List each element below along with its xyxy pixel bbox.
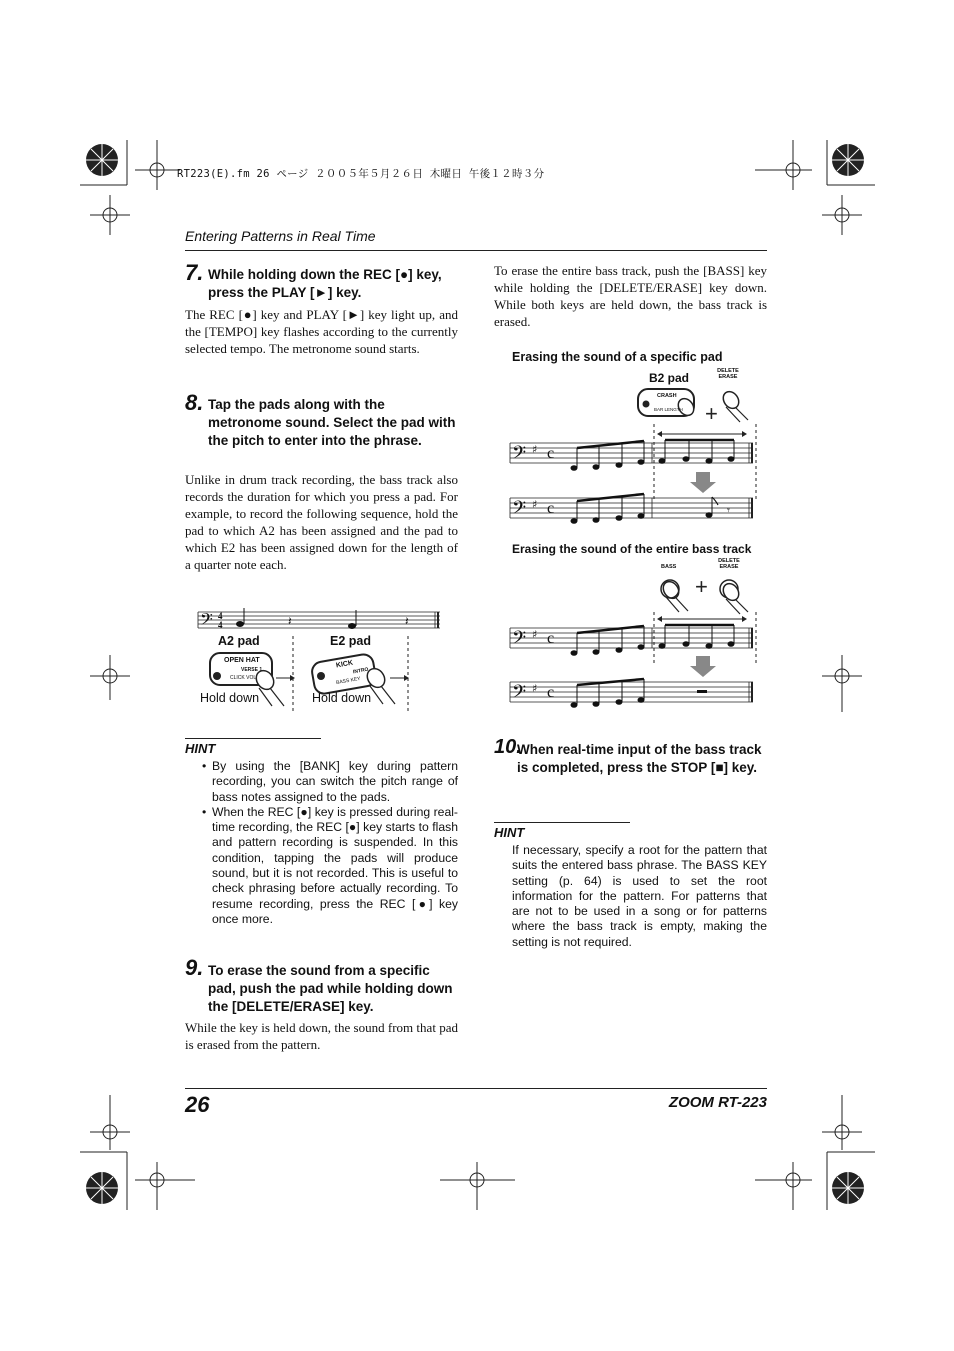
svg-text:𝄢: 𝄢	[512, 443, 527, 468]
svg-text:+: +	[695, 574, 708, 599]
pad1-mid-label: VERSE 1	[241, 667, 263, 673]
hold-down-label-1: Hold down	[200, 691, 260, 705]
svg-text:4: 4	[218, 611, 223, 621]
step-9-number: 9.	[185, 955, 204, 980]
svg-text:𝄽: 𝄽	[288, 614, 292, 628]
step-8-heading: Tap the pads along with the metronome sound. Select the pad with the pitch to enter into the phrase.	[208, 397, 456, 448]
a2-pad-label: A2 pad	[218, 634, 260, 648]
hint-right-text: If necessary, specify a root for the pattern that suits the entered bass phrase. The BASS KEY setting (p. 64) is used to set the root information for the pattern. For patterns that are not to be used in a song or for patterns where the bass track is empty, making the setting is not required.	[512, 843, 767, 949]
svg-text:𝄾: 𝄾	[727, 504, 730, 517]
step-10-heading: When real-time input of the bass track is completed, press the STOP [■] key.	[517, 742, 762, 775]
e2-pad-label: E2 pad	[330, 634, 371, 648]
step-9-heading: To erase the sound from a specific pad, push the pad while holding down the [DELETE/ERASE] key.	[208, 963, 453, 1014]
product-name: ZOOM RT-223	[668, 1094, 767, 1111]
hint-left-item-2: • When the REC [●] key is pressed during real-time recording, the REC [●] key starts to flash and pattern recording is suspended. In this condition, tapping the pads will produce sound, but it is not recorded. This is useful to check phrasing before actually recording. To resume recording, press the REC [●] key once more.	[200, 805, 458, 927]
hint-right-title: HINT	[494, 825, 525, 840]
print-header: RT223(E).fm 26 ページ ２００５年５月２６日 木曜日 午後１２時３分	[177, 168, 545, 180]
svg-text:c: c	[547, 500, 555, 517]
svg-text:♯: ♯	[532, 628, 538, 641]
page-number: 26	[185, 1092, 210, 1117]
svg-text:c: c	[547, 445, 555, 462]
svg-text:+: +	[705, 401, 718, 426]
running-title: Entering Patterns in Real Time	[185, 228, 376, 244]
hint-right-rule	[494, 822, 630, 823]
svg-text:c: c	[547, 684, 555, 701]
step-7-heading: While holding down the REC [●] key, press the PLAY [►] key.	[208, 267, 442, 300]
bar-length-label: BAR LENGTH	[654, 407, 683, 412]
svg-text:4: 4	[218, 620, 223, 630]
figure-erase-pad-caption: Erasing the sound of a specific pad	[512, 350, 723, 364]
bass-key-label: BASS	[661, 564, 677, 570]
pad1-top-label: OPEN HAT	[224, 657, 260, 664]
pad2-mid-label: INTRO	[352, 666, 369, 676]
figure-erase-all-caption: Erasing the sound of the entire bass track	[512, 542, 752, 556]
step-9-body: While the key is held down, the sound from that pad is erased from the pattern.	[185, 1020, 458, 1052]
svg-text:𝄽: 𝄽	[405, 614, 409, 628]
right-intro-text: To erase the entire bass track, push the [BASS] key while holding the [DELETE/ERASE] key down. While both keys are held down, the bass track is erased.	[494, 263, 767, 329]
step-7-body: The REC [●] key and PLAY [►] key light up, and the [TEMPO] key flashes according to the currently selected tempo. The metronome sound starts.	[185, 307, 458, 356]
pad1-bottom-label: CLICK VOL	[230, 675, 257, 681]
step-7-number: 7.	[185, 260, 204, 285]
svg-text:c: c	[547, 630, 555, 647]
delete-erase-label-1: DELETE ERASE	[717, 368, 739, 380]
step-8-number: 8.	[185, 390, 204, 415]
step-10-number: 10.	[494, 736, 522, 758]
hint-left-title: HINT	[185, 741, 216, 756]
hint-left-item-1: • By using the [BANK] key during pattern recording, you can switch the pitch range of bass notes assigned to the pads.	[200, 759, 458, 805]
crash-pad-label: CRASH	[657, 393, 677, 399]
b2-pad-label: B2 pad	[649, 371, 690, 385]
hold-down-label-2: Hold down	[312, 691, 372, 705]
svg-text:♯: ♯	[532, 498, 538, 511]
pad2-bottom-label: BASS KEY	[335, 675, 362, 687]
pad2-top-label: KICK	[335, 659, 354, 670]
step-8-body: Unlike in drum track recording, the bass track also records the duration for which you press a pad. For example, to record the following sequence, hold the pad to which A2 has been assigned and the pad to which E2 has been assigned down for the length of a quarter note each.	[185, 472, 458, 572]
svg-text:𝄢: 𝄢	[512, 628, 527, 653]
svg-text:𝄢: 𝄢	[512, 682, 527, 707]
svg-text:♯: ♯	[532, 443, 538, 456]
delete-erase-label-2: DELETE ERASE	[718, 558, 740, 570]
svg-text:𝄢: 𝄢	[512, 498, 527, 523]
footer-rule	[185, 1088, 767, 1089]
svg-text:𝄢: 𝄢	[200, 609, 213, 633]
svg-text:♯: ♯	[532, 682, 538, 695]
